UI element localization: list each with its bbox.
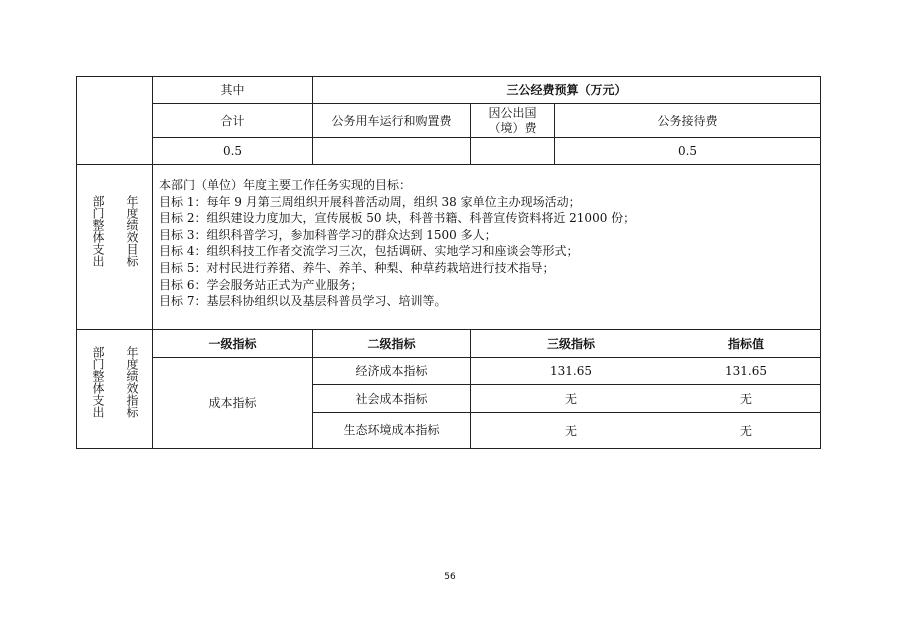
- level3-cell: 无: [564, 424, 577, 438]
- heji-value: 0.5: [153, 138, 313, 165]
- goal-line: 目标 4：组织科技工作者交流学习三次，包括调研、实地学习和座谈会等形式；: [159, 244, 579, 259]
- goal-line: 目标 3：组织科普学习，参加科普学习的群众达到 1500 多人；: [159, 227, 497, 242]
- indicators-section-label: [77, 330, 153, 449]
- level2-cell: [313, 413, 471, 449]
- level2-cell: 社会成本指标: [313, 385, 471, 413]
- level1-header: 一级指标: [153, 330, 313, 358]
- goals-section-label: [77, 165, 153, 330]
- goal-line: 目标 6：学会服务站正式为产业服务；: [159, 277, 363, 292]
- indicator-row-values: [471, 413, 821, 449]
- goal-line: 目标 7：基层科协组织以及基层科普员学习、培训等。: [159, 294, 447, 309]
- page-number: 56: [444, 572, 456, 582]
- goal-line: 本部门（单位）年度主要工作任务实现的目标：: [159, 178, 412, 192]
- car-fee-value: [313, 138, 471, 165]
- abroad-fee-header: [471, 104, 555, 138]
- level2-cell: 经济成本指标: [313, 358, 471, 385]
- heji-header: 合计: [153, 104, 313, 138]
- indicators-label-left: 部门整体支出: [91, 346, 105, 418]
- car-fee-header: 公务用车运行和购置费: [313, 104, 471, 138]
- budget-performance-table: [76, 76, 821, 449]
- goals-content: [153, 165, 821, 330]
- qizhong-cell: 其中: [153, 77, 313, 104]
- goals-label-right: 年度绩效目标: [125, 195, 139, 267]
- level2-cell-text: 生态环境成本指标: [343, 423, 440, 437]
- indicator-row-values: [471, 358, 821, 385]
- goals-label-left: 部门整体支出: [91, 195, 105, 267]
- level3-cell: 131.65: [550, 364, 592, 378]
- value-cell: 无: [739, 392, 752, 406]
- reception-fee-header: 公务接待费: [555, 104, 821, 138]
- value-cell: 131.65: [725, 364, 767, 378]
- level3-header: 三级指标: [546, 337, 595, 351]
- level3-value-header: [471, 330, 821, 358]
- empty-left-cell: [77, 77, 153, 165]
- sangong-title-cell: 三公经费预算（万元）: [313, 77, 821, 104]
- value-cell: 无: [739, 424, 752, 438]
- abroad-fee-header-text: 因公出国（境）费: [488, 105, 537, 135]
- level3-cell: 无: [564, 392, 577, 406]
- reception-fee-value: 0.5: [555, 138, 821, 165]
- goal-line: 目标 5：对村民进行养猪、养牛、养羊、种梨、种草药栽培进行技术指导；: [159, 260, 555, 275]
- level1-value: 成本指标: [153, 358, 313, 449]
- goal-line: 目标 1：每年 9 月第三周组织开展科普活动周，组织 38 家单位主办现场活动；: [159, 194, 581, 209]
- abroad-fee-value: [471, 138, 555, 165]
- value-header: 指标值: [727, 337, 764, 351]
- level2-header: 二级指标: [313, 330, 471, 358]
- indicator-row-values: [471, 385, 821, 413]
- indicators-label-right: 年度绩效指标: [125, 346, 139, 418]
- goal-line: 目标 2：组织建设力度加大，宣传展板 50 块，科普书籍、科普宣传资料将近 21000 份；: [159, 211, 636, 226]
